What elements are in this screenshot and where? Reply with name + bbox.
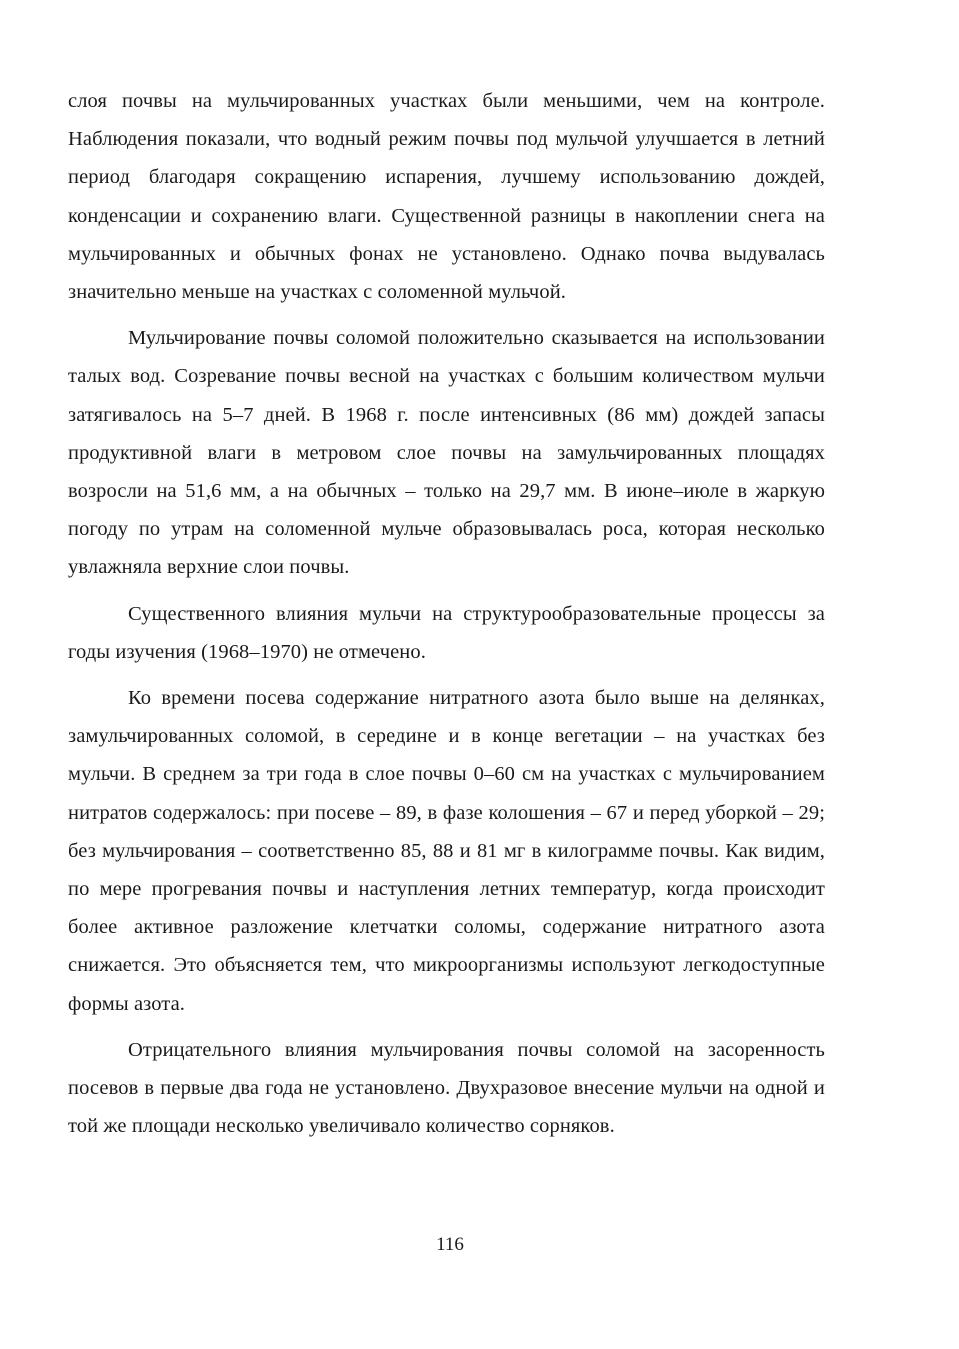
paragraph-nitrate: Ко времени посева содержание нитратного азота было выше на делянках, замульчированных соломой, в середине и в конце вегетации – на участках без мульчи. В среднем за три года в слое почвы 0–60 см на участках с мульчированием нитратов содержалось: при посеве – 89, в фазе колошения – 67 и перед уборкой – 29; без мульчирования – соответственно 85, 88 и 81 мг в килограмме почвы. Как видим, по мере прогревания почвы и наступления летних температур, когда происходит более активное разложение клетчатки соломы, содержание нитратного азота снижается. Это объясняется тем, что микроорганизмы используют легкодоступные формы азота. — [68, 687, 825, 1015]
paragraph-structure: Существенного влияния мульчи на структурообразовательные процессы за годы изучения (1968–1970) не отмечено. — [68, 602, 825, 663]
paragraph-weeds: Отрицательного влияния мульчирования почвы соломой на засоренность посевов в первые два года не установлено. Двухразовое внесение мульчи на одной и той же площади несколько увеличивало количество сорняков. — [68, 1038, 825, 1138]
body-text — [68, 82, 825, 1153]
page-number: 116 — [436, 1234, 464, 1255]
paragraph-meltwater: Мульчирование почвы соломой положительно сказывается на использовании талых вод. Созревание почвы весной на участках с большим количеством мульчи затягивалось на 5–7 дней. В 1968 г. после интенсивных (86 мм) дождей запасы продуктивной влаги в метровом слое почвы на замульчированных площадях возросли на 51,6 мм, а на обычных – только на 29,7 мм. В июне–июле в жаркую погоду по утрам на соломенной мульче образовывалась роса, которая несколько увлажняла верхние слои почвы. — [68, 327, 825, 579]
paragraph-continuation: слоя почвы на мульчированных участках были меньшими, чем на контроле. Наблюдения показали, что водный режим почвы под мульчой улучшается в летний период благодаря сокращению испарения, лучшему использованию дождей, конденсации и сохранению влаги. Существенной разницы в накоплении снега на мульчированных и обычных фонах не установлено. Однако почва выдувалась значительно меньше на участках с соломенной мульчой. — [68, 90, 825, 304]
